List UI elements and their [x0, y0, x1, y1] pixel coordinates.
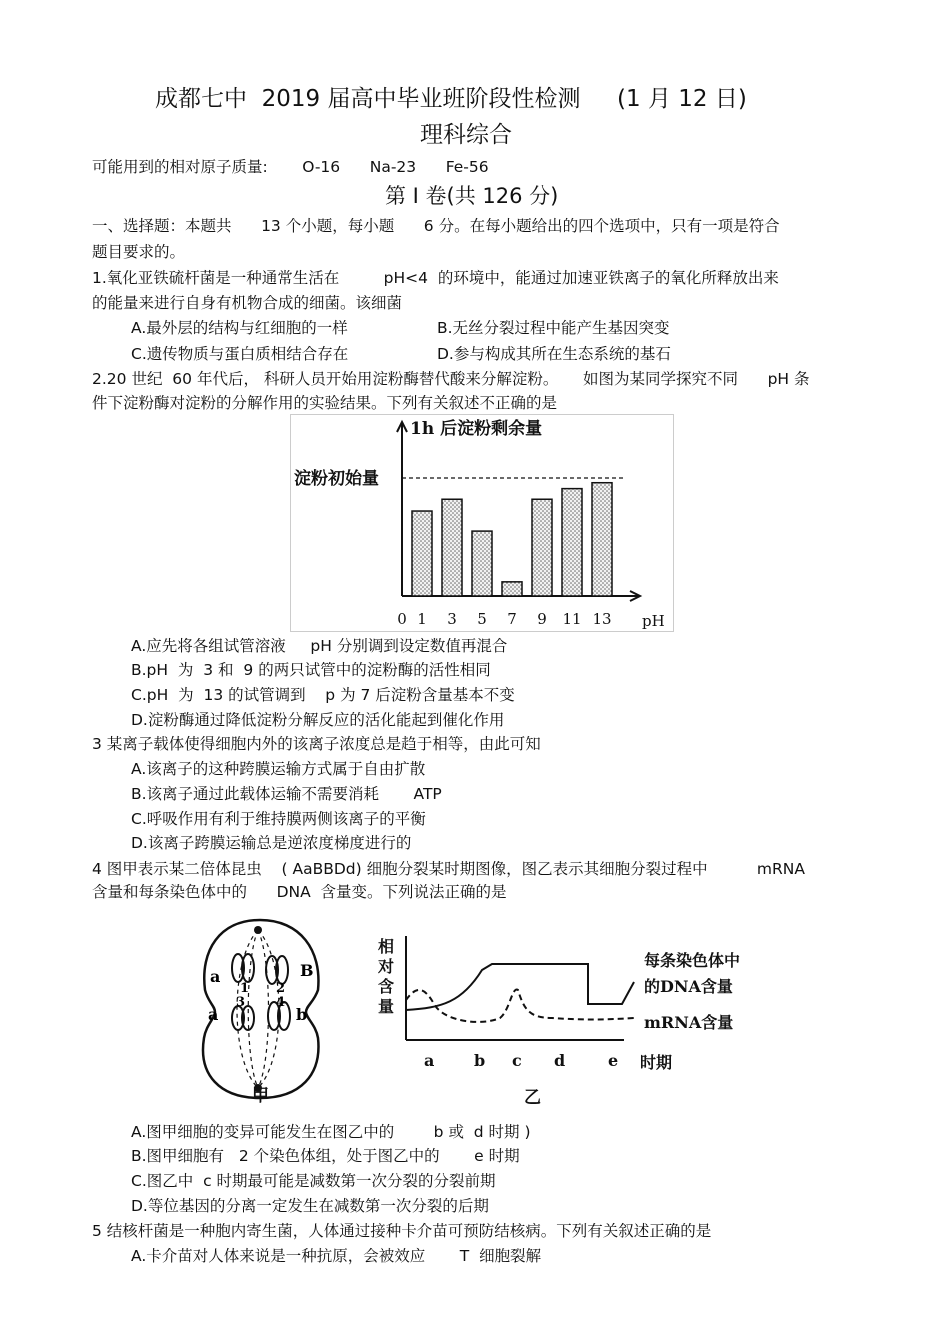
chromosome-number-1: 1: [240, 981, 250, 996]
figure-yi-caption: 乙: [524, 1088, 541, 1108]
figure-jia-caption: 甲: [252, 1086, 269, 1106]
chart-x-tick-3: 3: [447, 610, 457, 628]
q1-option-c: C.遗传物质与蛋白质相结合存在: [131, 345, 349, 363]
q4-stem-line-1: 4 图甲表示某二倍体昆虫 ( AaBBDd) 细胞分裂某时期图像，图乙表示其细胞分裂过程中 mRNA: [92, 860, 805, 878]
cell-division-figure: [200, 910, 330, 1110]
exam-title: 成都七中 2019 届高中毕业班阶段性检测 (1 月 12 日): [155, 86, 747, 112]
mrna-legend: mRNA含量: [644, 1013, 734, 1032]
chart-title: 1h 后淀粉剩余量: [410, 419, 543, 439]
q5-option-a: A.卡介苗对人体来说是一种抗原，会被效应 T 细胞裂解: [131, 1247, 542, 1265]
q3-option-a: A.该离子的这种跨膜运输方式属于自由扩散: [131, 760, 426, 778]
starch-bar-chart: [290, 414, 674, 632]
q4-option-a: A.图甲细胞的变异可能发生在图乙中的 b 或 d 时期 ): [131, 1123, 531, 1141]
chromosome-number-2: 2: [276, 981, 286, 996]
instruction-line-2: 题目要求的。: [92, 243, 186, 261]
q4-option-c: C.图乙中 c 时期最可能是减数第一次分裂的分裂前期: [131, 1172, 496, 1190]
q2-option-a: A.应先将各组试管溶液 pH 分别调到设定数值再混合: [131, 637, 508, 655]
time-axis-label: 时期: [640, 1053, 673, 1072]
q5-stem: 5 结核杆菌是一种胞内寄生菌，人体通过接种卡介苗可预防结核病。下列有关叙述正确的是: [92, 1222, 712, 1240]
chromosome-number-4: 4: [276, 995, 286, 1010]
yaxis-char-3: 含: [378, 977, 395, 996]
q1-stem-line-1: 1.氧化亚铁硫杆菌是一种通常生活在 pH<4 的环境中，能通过加速亚铁离子的氧化所释放出来: [92, 269, 779, 287]
chart-bar-ph-9: [532, 499, 552, 596]
chart-x-tick-0: 0: [397, 610, 407, 628]
chromosome-number-3: 3: [236, 995, 246, 1010]
q3-option-b: B.该离子通过此载体运输不需要消耗 ATP: [131, 785, 442, 803]
chart-bar-ph-7: [502, 582, 522, 596]
atomic-mass-line: 可能用到的相对原子质量: O-16 Na-23 Fe-56: [92, 158, 489, 176]
time-tick-d: d: [554, 1051, 566, 1070]
dna-legend-line-2: 的DNA含量: [644, 977, 733, 996]
chart-x-tick-11: 11: [562, 610, 582, 628]
q2-option-d: D.淀粉酶通过降低淀粉分解反应的活化能起到催化作用: [131, 711, 505, 729]
q4-option-b: B.图甲细胞有 2 个染色体组，处于图乙中的 e 时期: [131, 1147, 520, 1165]
q3-stem: 3 某离子载体使得细胞内外的该离子浓度总是趋于相等，由此可知: [92, 735, 541, 753]
chart-x-tick-1: 1: [417, 610, 427, 628]
time-tick-c: c: [512, 1051, 522, 1070]
q1-option-b: B.无丝分裂过程中能产生基因突变: [437, 319, 670, 337]
q4-option-d: D.等位基因的分离一定发生在减数第一次分裂的后期: [131, 1197, 489, 1215]
q1-option-a: A.最外层的结构与红细胞的一样: [131, 319, 348, 337]
chart-bar-ph-5: [472, 531, 492, 596]
q3-option-d: D.该离子跨膜运输总是逆浓度梯度进行的: [131, 834, 412, 852]
chart-x-tick-9: 9: [537, 610, 547, 628]
gene-label-b-lower: b: [296, 1005, 308, 1024]
chart-bar-ph-3: [442, 499, 462, 596]
content-curve-figure: [372, 930, 780, 1080]
chart-bar-ph-1: [412, 511, 432, 596]
chart-x-tick-7: 7: [507, 610, 517, 628]
chart-reference-label: 淀粉初始量: [294, 469, 379, 489]
yaxis-char-4: 量: [378, 997, 395, 1016]
q2-option-b: B.pH 为 3 和 9 的两只试管中的淀粉酶的活性相同: [131, 661, 491, 679]
time-tick-e: e: [608, 1051, 619, 1070]
chart-bar-ph-11: [562, 489, 582, 596]
chart-x-axis-label: pH: [642, 612, 665, 630]
q4-stem-line-2: 含量和每条染色体中的 DNA 含量变。下列说法正确的是: [92, 883, 507, 901]
exam-subtitle: 理科综合: [420, 122, 512, 148]
q3-option-c: C.呼吸作用有利于维持膜两侧该离子的平衡: [131, 810, 426, 828]
section-heading: 第 I 卷(共 126 分): [385, 184, 559, 208]
yaxis-char-1: 相: [378, 937, 395, 956]
gene-label-a-upper: a: [210, 967, 221, 986]
q2-stem-line-2: 件下淀粉酶对淀粉的分解作用的实验结果。下列有关叙述不正确的是: [92, 394, 558, 412]
gene-label-b-upper: B: [300, 961, 314, 980]
q2-option-c: C.pH 为 13 的试管调到 p 为 7 后淀粉含量基本不变: [131, 686, 515, 704]
dna-curve: [406, 964, 634, 1010]
time-tick-b: b: [474, 1051, 486, 1070]
q1-stem-line-2: 的能量来进行自身有机物合成的细菌。该细菌: [92, 294, 403, 312]
gene-label-a-lower: a: [208, 1005, 219, 1024]
chart-bar-ph-13: [592, 483, 612, 596]
q1-option-d: D.参与构成其所在生态系统的基石: [437, 345, 671, 363]
dna-legend-line-1: 每条染色体中: [644, 951, 741, 970]
chart-x-tick-5: 5: [477, 610, 487, 628]
instruction-line-1: 一、选择题：本题共 13 个小题，每小题 6 分。在每小题给出的四个选项中，只有一项是符合: [92, 217, 780, 235]
time-tick-a: a: [424, 1051, 435, 1070]
chart-x-tick-13: 13: [592, 610, 612, 628]
q2-stem-line-1: 2.20 世纪 60 年代后， 科研人员开始用淀粉酶替代酸来分解淀粉。 如图为某同学探究不同 pH 条: [92, 370, 810, 388]
yaxis-char-2: 对: [378, 957, 395, 976]
centrosome-top: [254, 926, 262, 934]
